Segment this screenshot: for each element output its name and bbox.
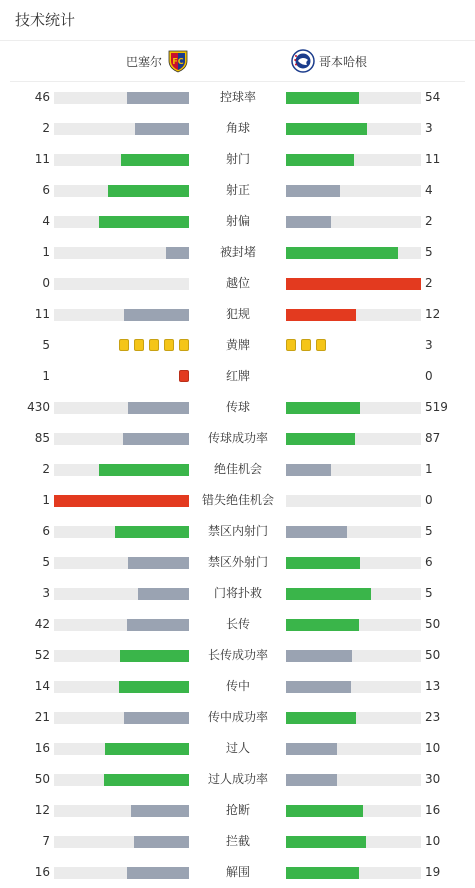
stat-row [0, 795, 475, 826]
away-stat-bar-fill [286, 526, 347, 538]
away-stat-bar-track [286, 557, 421, 569]
fc-basel-crest-icon [166, 49, 190, 73]
away-stat-value: 10 [425, 741, 441, 755]
home-stat-bar-fill [120, 650, 189, 662]
section-title: 技术统计 [0, 0, 475, 41]
home-stat-value: 6 [42, 183, 50, 197]
away-stat-bar-fill [286, 433, 355, 445]
away-stat-bar-fill [286, 247, 398, 259]
home-yellow-cards [117, 339, 190, 353]
away-stat-value: 50 [425, 617, 441, 631]
away-stat-bar-fill [286, 154, 354, 166]
away-stat-value: 87 [425, 431, 441, 445]
stat-row [0, 330, 475, 361]
home-stat-value: 42 [34, 617, 50, 631]
away-stat-bar-track [286, 495, 421, 507]
yellow-card-icon [149, 339, 159, 351]
stat-label: 射偏 [225, 214, 250, 228]
stat-row [0, 733, 475, 764]
yellow-card-icon [316, 339, 326, 351]
away-stat-bar-track [286, 743, 421, 755]
home-stat-bar-track [54, 309, 189, 321]
stat-row [0, 175, 475, 206]
away-stat-bar-track [286, 216, 421, 228]
home-stat-bar-fill [105, 743, 189, 755]
away-stat-bar-fill [286, 650, 352, 662]
away-stat-bar-fill [286, 402, 360, 414]
yellow-card-icon [301, 339, 311, 351]
home-stat-value: 7 [42, 834, 50, 848]
away-stat-value: 3 [425, 121, 433, 135]
away-stat-bar-track [286, 278, 421, 290]
home-stat-value: 3 [42, 586, 50, 600]
home-stat-bar-fill [108, 185, 189, 197]
home-stat-bar-fill [121, 154, 189, 166]
away-stat-value: 11 [425, 152, 441, 166]
stat-label: 传球成功率 [207, 431, 268, 445]
home-stat-value: 11 [34, 307, 50, 321]
away-stat-value: 54 [425, 90, 441, 104]
home-stat-value: 6 [42, 524, 50, 538]
stat-label: 门将扑救 [213, 586, 262, 600]
yellow-card-icon [164, 339, 174, 351]
away-team[interactable] [291, 41, 367, 81]
yellow-card-icon [134, 339, 144, 351]
stat-row [0, 82, 475, 113]
away-stat-value: 0 [425, 493, 433, 507]
away-stat-value: 1 [425, 462, 433, 476]
stat-label: 控球率 [219, 90, 256, 104]
away-stat-bar-track [286, 247, 421, 259]
stat-label: 过人 [225, 741, 250, 755]
home-stat-value: 5 [42, 555, 50, 569]
stat-row [0, 671, 475, 702]
away-stat-bar-fill [286, 867, 359, 879]
stat-row [0, 609, 475, 640]
away-stat-bar-fill [286, 92, 359, 104]
stat-row [0, 113, 475, 144]
home-stat-value: 14 [34, 679, 50, 693]
stat-row [0, 547, 475, 578]
stat-label: 越位 [225, 276, 250, 290]
away-stat-value: 30 [425, 772, 441, 786]
red-card-icon [179, 370, 189, 382]
home-stat-bar-track [54, 278, 189, 290]
home-stat-bar-track [54, 650, 189, 662]
stat-label: 射正 [225, 183, 250, 197]
home-stat-bar-fill [123, 433, 189, 445]
stat-label: 射门 [225, 152, 250, 166]
away-stat-bar-track [286, 433, 421, 445]
stat-label: 传球 [225, 400, 250, 414]
home-stat-bar-track [54, 619, 189, 631]
away-stat-bar-track [286, 464, 421, 476]
home-stat-value: 52 [34, 648, 50, 662]
home-stat-bar-track [54, 495, 189, 507]
stat-label: 解围 [225, 865, 250, 879]
home-stat-bar-track [54, 433, 189, 445]
home-stat-bar-fill [124, 712, 189, 724]
home-stat-bar-track [54, 588, 189, 600]
away-stat-value: 519 [425, 400, 448, 414]
home-stat-bar-track [54, 464, 189, 476]
away-stat-bar-track [286, 650, 421, 662]
stat-label: 长传 [225, 617, 250, 631]
away-stat-bar-fill [286, 123, 367, 135]
away-stat-bar-track [286, 402, 421, 414]
home-stat-bar-track [54, 154, 189, 166]
stat-row [0, 857, 475, 888]
away-stat-bar-fill [286, 464, 331, 476]
away-stat-bar-track [286, 836, 421, 848]
stat-label: 拦截 [225, 834, 250, 848]
away-stat-value: 3 [425, 338, 433, 352]
home-stat-bar-fill [127, 867, 189, 879]
away-stat-bar-track [286, 309, 421, 321]
home-stat-value: 430 [27, 400, 50, 414]
home-stat-bar-track [54, 743, 189, 755]
away-stat-bar-track [286, 92, 421, 104]
home-stat-value: 1 [42, 245, 50, 259]
home-team[interactable] [126, 41, 190, 81]
away-stat-bar-track [286, 712, 421, 724]
home-stat-bar-fill [99, 216, 189, 228]
stat-row [0, 144, 475, 175]
stat-row [0, 826, 475, 857]
home-stat-bar-track [54, 123, 189, 135]
home-stat-bar-fill [115, 526, 189, 538]
away-stat-bar-fill [286, 712, 356, 724]
home-stat-bar-fill [104, 774, 189, 786]
stat-row [0, 485, 475, 516]
stat-row [0, 392, 475, 423]
stat-label: 过人成功率 [207, 772, 268, 786]
away-stat-value: 2 [425, 276, 433, 290]
stat-row [0, 423, 475, 454]
home-stat-value: 11 [34, 152, 50, 166]
away-yellow-cards [286, 339, 329, 353]
home-stat-value: 1 [42, 369, 50, 383]
away-stat-bar-fill [286, 619, 359, 631]
stat-label: 长传成功率 [207, 648, 268, 662]
stat-row [0, 578, 475, 609]
away-stat-value: 5 [425, 245, 433, 259]
stat-label: 禁区外射门 [207, 555, 268, 569]
stat-row [0, 268, 475, 299]
stat-label: 错失绝佳机会 [201, 493, 274, 507]
away-stat-bar-track [286, 805, 421, 817]
home-stat-bar-track [54, 836, 189, 848]
away-stat-value: 19 [425, 865, 441, 879]
home-stat-value: 46 [34, 90, 50, 104]
away-stat-value: 0 [425, 369, 433, 383]
away-stat-bar-track [286, 185, 421, 197]
away-stat-bar-track [286, 619, 421, 631]
home-stat-value: 0 [42, 276, 50, 290]
away-stat-bar-track [286, 588, 421, 600]
away-stat-value: 16 [425, 803, 441, 817]
home-stat-bar-track [54, 867, 189, 879]
home-stat-bar-track [54, 557, 189, 569]
home-stat-bar-track [54, 402, 189, 414]
away-stat-bar-fill [286, 774, 337, 786]
away-stat-bar-fill [286, 836, 366, 848]
stat-label: 抢断 [225, 803, 250, 817]
stat-label: 犯规 [225, 307, 250, 321]
home-stat-value: 85 [34, 431, 50, 445]
away-stat-bar-fill [286, 309, 356, 321]
away-stat-value: 6 [425, 555, 433, 569]
away-stat-bar-track [286, 774, 421, 786]
away-stat-value: 12 [425, 307, 441, 321]
yellow-card-icon [179, 339, 189, 351]
home-stat-bar-fill [128, 402, 189, 414]
home-stat-bar-track [54, 681, 189, 693]
away-team-name: 哥本哈根 [319, 54, 368, 69]
away-stat-value: 50 [425, 648, 441, 662]
home-stat-value: 1 [42, 493, 50, 507]
stat-label: 角球 [225, 121, 250, 135]
home-stat-bar-fill [54, 495, 189, 507]
home-stat-bar-fill [124, 309, 189, 321]
yellow-card-icon [286, 339, 296, 351]
home-stat-bar-fill [138, 588, 189, 600]
away-stat-bar-track [286, 526, 421, 538]
away-stat-value: 5 [425, 524, 433, 538]
away-stat-value: 5 [425, 586, 433, 600]
home-stat-bar-fill [119, 681, 189, 693]
stat-label: 被封堵 [219, 245, 256, 259]
home-stat-bar-track [54, 774, 189, 786]
home-stat-bar-fill [134, 836, 189, 848]
away-stat-bar-fill [286, 278, 421, 290]
stat-row [0, 764, 475, 795]
home-stat-bar-fill [131, 805, 189, 817]
away-stat-bar-track [286, 867, 421, 879]
away-stat-bar-fill [286, 588, 371, 600]
home-stat-bar-track [54, 805, 189, 817]
stat-row [0, 454, 475, 485]
away-stat-bar-fill [286, 681, 351, 693]
home-stat-value: 21 [34, 710, 50, 724]
home-stat-value: 5 [42, 338, 50, 352]
home-stat-value: 2 [42, 121, 50, 135]
fc-copenhagen-crest-icon [291, 49, 315, 73]
home-stat-bar-fill [99, 464, 189, 476]
stat-label: 黄牌 [225, 338, 250, 352]
away-stat-bar-fill [286, 216, 331, 228]
away-stat-value: 2 [425, 214, 433, 228]
home-stat-bar-track [54, 247, 189, 259]
stat-row [0, 206, 475, 237]
away-stat-bar-fill [286, 557, 360, 569]
home-stat-value: 50 [34, 772, 50, 786]
home-stat-value: 4 [42, 214, 50, 228]
stat-row [0, 702, 475, 733]
home-stat-bar-fill [127, 619, 189, 631]
teams-header [10, 41, 465, 82]
home-team-name: 巴塞尔 [126, 54, 163, 69]
home-stat-bar-track [54, 92, 189, 104]
away-stat-bar-track [286, 154, 421, 166]
stat-row [0, 640, 475, 671]
home-stat-bar-fill [128, 557, 189, 569]
away-stat-bar-fill [286, 805, 363, 817]
away-stat-value: 23 [425, 710, 441, 724]
home-stat-bar-track [54, 712, 189, 724]
home-stat-bar-track [54, 185, 189, 197]
stat-row [0, 299, 475, 330]
stat-row [0, 361, 475, 392]
stat-label: 红牌 [225, 369, 250, 383]
away-stat-value: 13 [425, 679, 441, 693]
stat-row [0, 237, 475, 268]
away-stat-value: 10 [425, 834, 441, 848]
stat-label: 禁区内射门 [207, 524, 268, 538]
home-stat-bar-track [54, 216, 189, 228]
stat-label: 绝佳机会 [213, 462, 262, 476]
home-stat-bar-track [54, 526, 189, 538]
home-red-cards [177, 370, 190, 384]
away-stat-bar-fill [286, 185, 340, 197]
home-stat-value: 16 [34, 741, 50, 755]
svg-text:FC: FC [172, 57, 184, 66]
stat-row [0, 516, 475, 547]
home-stat-bar-fill [135, 123, 189, 135]
home-stat-value: 2 [42, 462, 50, 476]
home-stat-value: 12 [34, 803, 50, 817]
away-stat-bar-track [286, 123, 421, 135]
yellow-card-icon [119, 339, 129, 351]
home-stat-bar-fill [127, 92, 189, 104]
home-stat-bar-fill [166, 247, 189, 259]
away-stat-value: 4 [425, 183, 433, 197]
stat-label: 传中 [225, 679, 250, 693]
stat-label: 传中成功率 [207, 710, 268, 724]
away-stat-bar-fill [286, 743, 337, 755]
away-stat-bar-track [286, 681, 421, 693]
home-stat-value: 16 [34, 865, 50, 879]
